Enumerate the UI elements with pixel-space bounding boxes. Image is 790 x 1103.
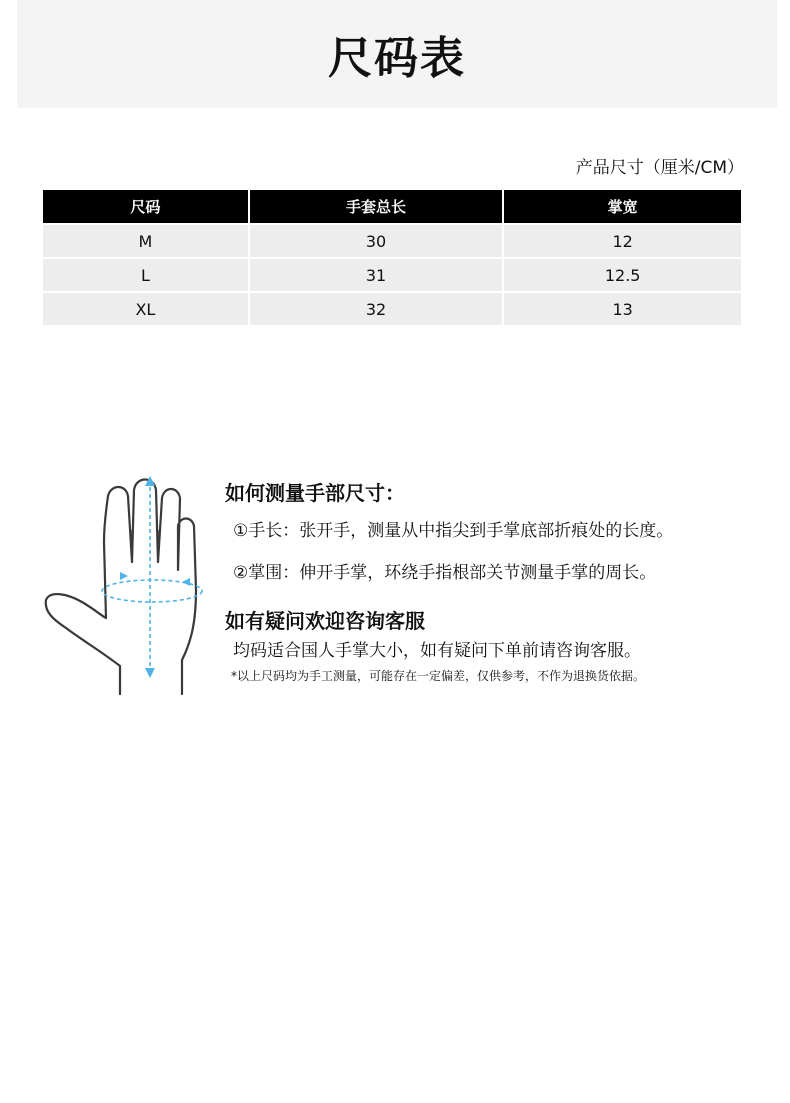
measure-title: 如何测量手部尺寸： [225,481,405,505]
service-title: 如有疑问欢迎咨询客服 [225,609,425,633]
hand-icon [42,470,207,698]
service-note: *以上尺码均为手工测量，可能存在一定偏差，仅供参考，不作为退换货依据。 [231,669,646,683]
measure-step-circumference: ②掌围：伸开手掌，环绕手指根部关节测量手掌的周长。 [233,563,657,583]
service-text: 均码适合国人手掌大小，如有疑问下单前请咨询客服。 [233,641,641,661]
table-cell: 13 [504,291,741,325]
table-row [43,291,741,325]
table-cell: 30 [250,223,502,257]
table-row [43,257,741,291]
column-header-size: 尺码 [43,190,248,223]
measure-step-length: ①手长：张开手，测量从中指尖到手掌底部折痕处的长度。 [233,521,674,541]
column-header-length: 手套总长 [250,190,502,223]
table-header-row [43,190,741,223]
column-header-palm-width: 掌宽 [504,190,741,223]
table-cell: 32 [250,291,502,325]
table-cell: 12 [504,223,741,257]
table-cell: 12.5 [504,257,741,291]
unit-label: 产品尺寸（厘米/CM） [575,158,744,178]
table-cell: XL [43,291,248,325]
measure-info [225,480,785,684]
size-table [41,190,743,325]
table-row [43,223,741,257]
hand-measure-illustration [42,470,207,698]
table-cell: M [43,223,248,257]
page-title: 尺码表 [328,33,466,84]
table-cell: L [43,257,248,291]
page-header [17,0,777,108]
table-cell: 31 [250,257,502,291]
